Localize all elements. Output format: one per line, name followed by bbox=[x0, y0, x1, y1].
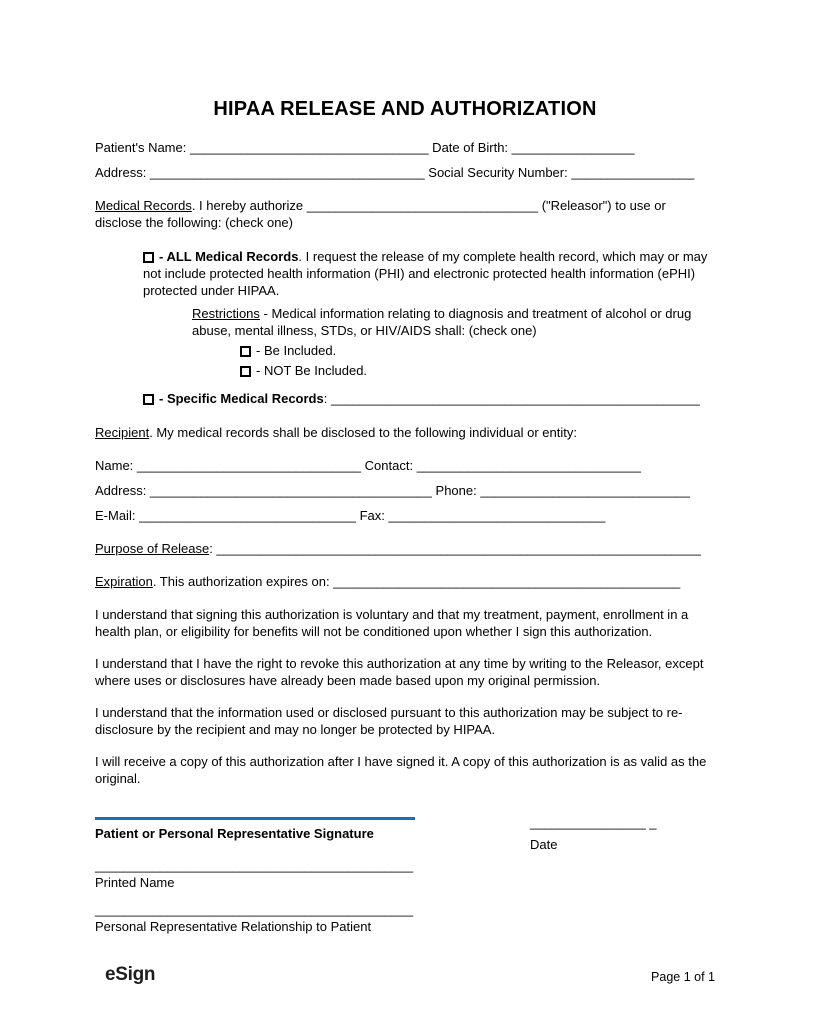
purpose-row bbox=[95, 540, 715, 557]
esign-logo: eSign bbox=[105, 964, 156, 985]
all-records-label: - ALL Medical Records bbox=[159, 249, 299, 264]
recipient-address-label: Address: bbox=[95, 483, 150, 498]
restriction-option-included bbox=[240, 342, 715, 359]
specific-records-checkbox[interactable] bbox=[143, 394, 154, 405]
date-blank[interactable]: ________________ _ bbox=[530, 815, 657, 830]
patient-name-row bbox=[95, 139, 715, 156]
patient-address-row bbox=[95, 164, 715, 181]
relationship-label: Personal Representative Relationship to Patient bbox=[95, 919, 372, 934]
recipient-contact-label: Contact: bbox=[361, 458, 417, 473]
expiration-blank[interactable]: ________________________________________________ bbox=[333, 574, 681, 589]
expiration-text: . This authorization expires on: bbox=[152, 574, 334, 589]
recipient-name-blank[interactable]: _______________________________ bbox=[136, 458, 362, 473]
recipient-phone-blank[interactable]: _____________________________ bbox=[480, 483, 691, 498]
specific-records-item bbox=[143, 390, 715, 407]
document-title: HIPAA RELEASE AND AUTHORIZATION bbox=[213, 98, 597, 120]
printed-name-label: Printed Name bbox=[95, 875, 175, 890]
restrictions-text: - Medical information relating to diagnosis and treatment of alcohol or drug abuse, mental illness, STDs, or HIV/AIDS shall: (check one) bbox=[192, 306, 692, 338]
relationship-section bbox=[95, 901, 715, 935]
date-label: Date bbox=[530, 837, 558, 852]
acknowledgement-paragraph: I understand that the information used or disclosed pursuant to this authorization may be subject to re-disclosure by the recipient and may no longer be protected by HIPAA. bbox=[95, 705, 683, 737]
patient-name-blank[interactable]: _________________________________ bbox=[189, 140, 429, 155]
expiration-heading: Expiration bbox=[95, 574, 153, 589]
all-records-item bbox=[143, 248, 715, 299]
patient-name-label: Patient's Name: bbox=[95, 140, 190, 155]
patient-address-blank[interactable]: ______________________________________ bbox=[149, 165, 425, 180]
expiration-row bbox=[95, 573, 715, 590]
page-number: Page 1 of 1 bbox=[651, 970, 715, 984]
ssn-blank[interactable]: _________________ bbox=[571, 165, 695, 180]
medical-records-text: . I hereby authorize bbox=[191, 198, 307, 213]
restrictions-paragraph bbox=[192, 305, 715, 339]
purpose-heading: Purpose of Release bbox=[95, 541, 210, 556]
recipient-heading: Recipient bbox=[95, 425, 150, 440]
restriction-option-not-included bbox=[240, 362, 715, 379]
specific-records-label: - Specific Medical Records bbox=[159, 391, 324, 406]
medical-records-paragraph bbox=[95, 197, 715, 231]
recipient-address-blank[interactable]: _______________________________________ bbox=[149, 483, 432, 498]
signature-line[interactable] bbox=[95, 817, 415, 820]
ssn-label: Social Security Number: bbox=[424, 165, 572, 180]
recipient-contact-blank[interactable]: _______________________________ bbox=[416, 458, 641, 473]
releasor-blank[interactable]: ________________________________ bbox=[306, 198, 539, 213]
recipient-email-label: E-Mail: bbox=[95, 508, 140, 523]
recipient-address-row bbox=[95, 482, 715, 499]
printed-name-blank[interactable]: ____________________________________________ bbox=[95, 858, 414, 873]
recipient-name-row bbox=[95, 457, 715, 474]
dob-blank[interactable]: _________________ bbox=[511, 140, 635, 155]
page-footer bbox=[95, 960, 715, 990]
recipient-paragraph bbox=[95, 424, 715, 441]
not-be-included-checkbox[interactable] bbox=[240, 366, 251, 377]
printed-name-section bbox=[95, 857, 715, 891]
acknowledgement-paragraph: I will receive a copy of this authorization after I have signed it. A copy of this authorization is as valid as the original. bbox=[95, 754, 707, 786]
restrictions-heading: Restrictions bbox=[192, 306, 260, 321]
recipient-email-blank[interactable]: ______________________________ bbox=[139, 508, 356, 523]
specific-records-colon: : bbox=[323, 391, 331, 406]
not-be-included-label: - NOT Be Included. bbox=[256, 363, 368, 378]
signature-label: Patient or Personal Representative Signature bbox=[95, 826, 374, 841]
signature-section bbox=[95, 814, 715, 853]
be-included-label: - Be Included. bbox=[256, 343, 337, 358]
medical-records-text-after: ("Releasor") to use or disclose the following: (check one) bbox=[95, 198, 666, 230]
all-records-text: . I request the release of my complete health record, which may or may not include protected health information (PHI) and electronic protected health information (ePHI) protected under HIPAA. bbox=[143, 249, 708, 298]
relationship-blank[interactable]: ____________________________________________ bbox=[95, 902, 414, 917]
recipient-phone-label: Phone: bbox=[431, 483, 481, 498]
acknowledgement-paragraph: I understand that I have the right to revoke this authorization at any time by writing to the Releasor, except where uses or disclosures have already been made based upon my original permission. bbox=[95, 656, 704, 688]
dob-label: Date of Birth: bbox=[428, 140, 512, 155]
recipient-fax-blank[interactable]: ______________________________ bbox=[388, 508, 606, 523]
specific-records-blank[interactable]: ___________________________________________________ bbox=[330, 391, 700, 406]
recipient-fax-label: Fax: bbox=[355, 508, 389, 523]
patient-address-label: Address: bbox=[95, 165, 150, 180]
acknowledgement-paragraph: I understand that signing this authorization is voluntary and that my treatment, payment, enrollment in a health plan, or eligibility for benefits will not be conditioned upon whether I sign this authorization. bbox=[95, 607, 689, 639]
all-records-checkbox[interactable] bbox=[143, 252, 154, 263]
recipient-text: . My medical records shall be disclosed to the following individual or entity: bbox=[149, 425, 577, 440]
be-included-checkbox[interactable] bbox=[240, 346, 251, 357]
recipient-name-label: Name: bbox=[95, 458, 137, 473]
medical-records-heading: Medical Records bbox=[95, 198, 192, 213]
purpose-blank[interactable]: ___________________________________________________________________ bbox=[216, 541, 701, 556]
purpose-colon: : bbox=[209, 541, 217, 556]
recipient-email-row bbox=[95, 507, 715, 524]
